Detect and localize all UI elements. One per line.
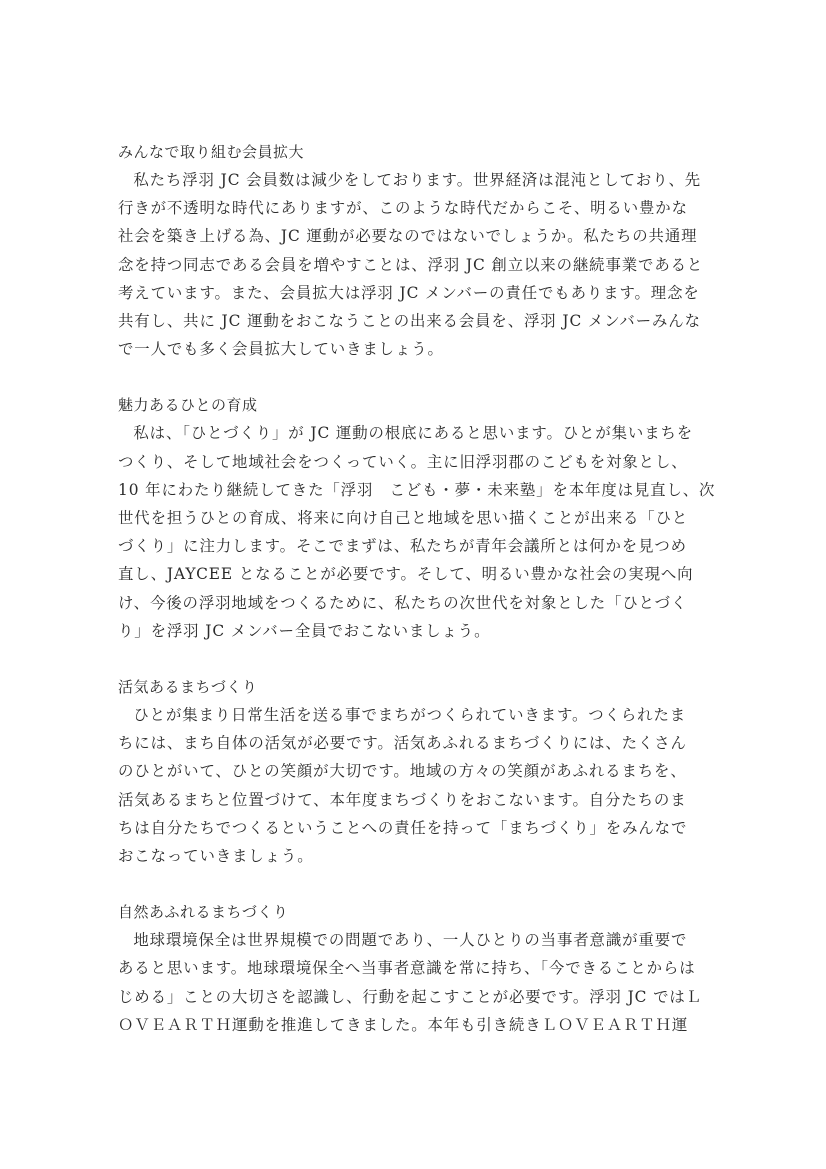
- section-membership-expansion: [118, 138, 710, 363]
- paragraph-line: つくり、そして地域社会をつくっていく。主に旧浮羽郡のこどもを対象とし、: [118, 452, 688, 471]
- paragraph-line: り」を浮羽 JC メンバー全員でおこないましょう。: [118, 621, 491, 640]
- paragraph-line: 私たち浮羽 JC 会員数は減少をしております。世界経済は混沌としており、先: [133, 171, 702, 189]
- paragraph-line: おこなっていきましょう。: [118, 847, 314, 866]
- paragraph-line: のひとがいて、ひとの笑顔が大切です。地域の方々の笑顔があふれるまちを、: [118, 762, 687, 781]
- section-heading: みんなで取り組む会員拡大: [118, 143, 305, 161]
- section-heading: 魅力あるひとの育成: [118, 396, 258, 415]
- paragraph-line: あると思います。地球環境保全へ当事者意識を常に持ち、「今できることからは: [118, 959, 696, 978]
- paragraph-line: 行きが不透明な時代にありますが、このような時代だからこそ、明るい豊かな: [118, 199, 688, 218]
- paragraph-line: 直し、JAYCEE となることが必要です。そして、明るい豊かな社会の実現へ向: [118, 565, 694, 584]
- paragraph-line: で一人でも多く会員拡大していきましょう。: [118, 340, 444, 359]
- paragraph-line: 地球環境保全は世界規模での問題であり、一人ひとりの当事者意識が重要で: [133, 931, 688, 950]
- document-page: [118, 138, 716, 1067]
- paragraph-line: ＯＶＥＡＲＴＨ運動を推進してきました。本年も引き続きＬＯＶＥＡＲＴＨ運: [118, 1015, 689, 1034]
- section-heading: 活気あるまちづくり: [118, 678, 258, 697]
- section-nature-town: [118, 898, 710, 1039]
- section-people-development: [118, 391, 716, 645]
- paragraph-line: 私は、「ひとづくり」が JC 運動の根底にあると思います。ひとが集いまちを: [133, 424, 694, 443]
- paragraph-line: ひとが集まり日常生活を送る事でまちがつくられていきます。つくられたま: [133, 706, 687, 725]
- paragraph-line: 10 年にわたり継続してきた「浮羽 こども・夢・未来塾」を本年度は見直し、次: [118, 480, 716, 499]
- section-lively-town: [118, 673, 710, 870]
- paragraph-line: 社会を築き上げる為、JC 運動が必要なのではないでしょうか。私たちの共通理: [118, 227, 698, 246]
- paragraph-line: ちには、まち自体の活気が必要です。活気あふれるまちづくりには、たくさん: [118, 734, 687, 753]
- paragraph-line: 考えています。また、会員拡大は浮羽 JC メンバーの責任でもあります。理念を: [118, 283, 700, 302]
- paragraph-line: ちは自分たちでつくるということへの責任を持って「まちづくり」をみんなで: [118, 818, 688, 837]
- paragraph-line: 活気あるまちと位置づけて、本年度まちづくりをおこないます。自分たちのま: [118, 790, 687, 809]
- paragraph-line: じめる」ことの大切さを認識し、行動を起こすことが必要です。浮羽 JC ではＬ: [118, 987, 702, 1006]
- section-heading: 自然あふれるまちづくり: [118, 903, 289, 922]
- paragraph-line: 共有し、共に JC 運動をおこなうことの出来る会員を、浮羽 JC メンバーみんな: [118, 312, 701, 331]
- paragraph-line: け、今後の浮羽地域をつくるために、私たちの次世代を対象とした「ひとづく: [118, 593, 688, 612]
- paragraph-line: 念を持つ同志である会員を増やすことは、浮羽 JC 創立以来の継続事業であると: [118, 255, 704, 274]
- paragraph-line: づくり」に注力します。そこでまずは、私たちが青年会議所とは何かを見つめ: [118, 537, 687, 556]
- paragraph-line: 世代を担うひとの育成、将来に向け自己と地域を思い描くことが出来る「ひと: [118, 509, 689, 528]
